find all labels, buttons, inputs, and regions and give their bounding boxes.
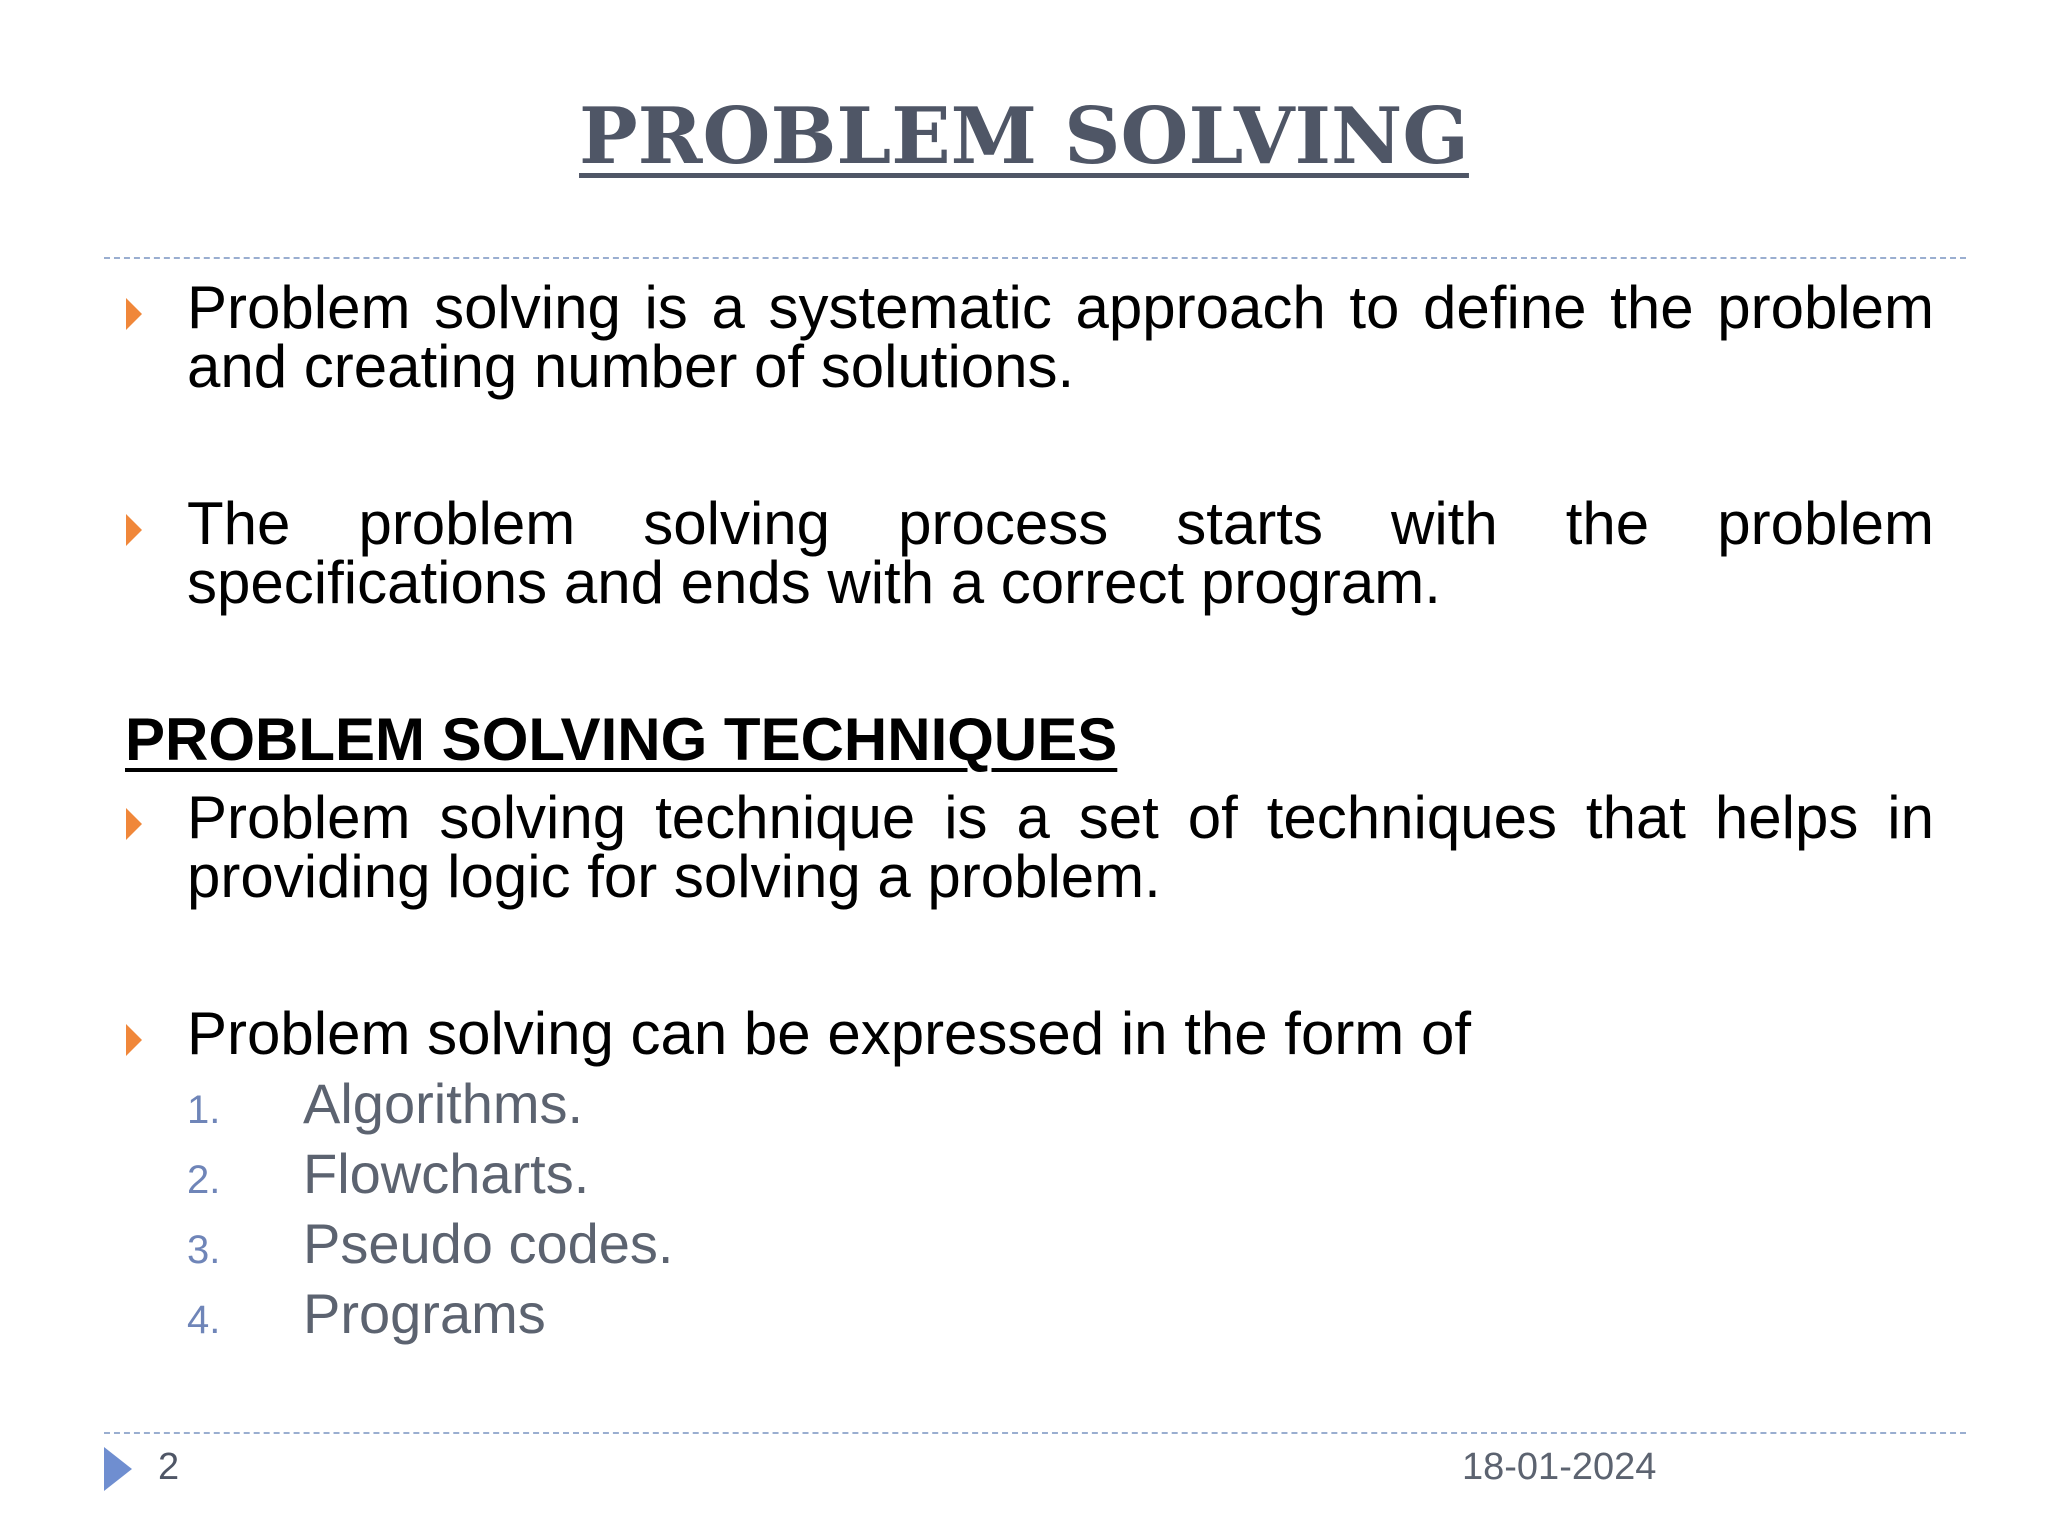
slide-title-text: PROBLEM SOLVING [579, 91, 1469, 182]
list-number: 4. [187, 1298, 221, 1342]
bullet-process: The problem solving process starts with the problem specifications and ends with a correct program. [187, 490, 1934, 616]
list-number: 1. [187, 1088, 221, 1132]
forms-list [187, 1072, 1387, 1352]
bullet-arrow-icon [126, 298, 142, 330]
section-heading: PROBLEM SOLVING TECHNIQUES [125, 706, 1118, 773]
footer-date: 18-01-2024 [1462, 1446, 1657, 1488]
bottom-divider [104, 1432, 1966, 1434]
list-item [187, 1212, 1387, 1282]
list-item [187, 1072, 1387, 1142]
top-divider [104, 257, 1966, 259]
bullet-arrow-icon [126, 514, 142, 546]
bullet-technique: Problem solving technique is a set of techniques that helps in providing logic for solving a problem. [187, 784, 1934, 910]
bullet-forms-intro: Problem solving can be expressed in the form of [187, 1000, 1471, 1067]
footer-triangle-icon [104, 1447, 132, 1491]
list-text: Programs [303, 1282, 546, 1345]
list-text: Algorithms. [303, 1072, 584, 1135]
list-text: Flowcharts. [303, 1142, 590, 1205]
slide-title [0, 91, 2048, 182]
list-item [187, 1142, 1387, 1212]
bullet-definition: Problem solving is a systematic approach to define the problem and creating number of solutions. [187, 274, 1934, 400]
list-text: Pseudo codes. [303, 1212, 674, 1275]
list-number: 3. [187, 1228, 221, 1272]
list-number: 2. [187, 1158, 221, 1202]
bullet-arrow-icon [126, 808, 142, 840]
list-item [187, 1282, 1387, 1352]
page-number: 2 [158, 1446, 180, 1488]
bullet-arrow-icon [126, 1024, 142, 1056]
